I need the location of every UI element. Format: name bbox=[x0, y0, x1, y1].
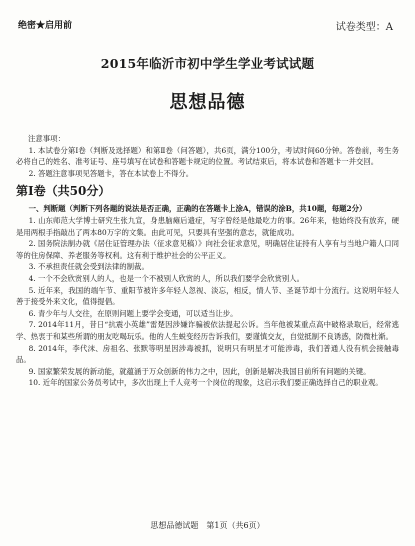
question-item: 1. 山东师范大学博士研究生张九宣，身患脑瘫后遗症，写字曾经是他最吃力的事。26年来，他始终没有放弃，硬是用两根手指敲出了两本80万字的文集。由此可见，只要具有坚强的意志，就能成功。 bbox=[16, 215, 399, 237]
section-title: 第Ⅰ卷（共50分） bbox=[16, 184, 111, 199]
question-item: 2. 国务院法制办就《居住证管理办法（征求意见稿）》向社会征求意见，明确居住证持有人享有与当地户籍人口同等的住房保障、养老服务等权利。这有利于维护社会的公平正义。 bbox=[16, 239, 399, 260]
question-item: 7. 2014年11月，昔日“抗震小英雄”雷楚因涉嫌诈骗被依法提起公诉。当年他被某重点高中破格录取后，经常逃学、热衷于和某些所谓的朋友吃喝玩乐。他的人生蜕变经历告诉我们，要谨慎交友，自觉抵制不良诱惑，防微杜渐。 bbox=[16, 320, 399, 341]
question-item: 4. 一个不会欣赏别人的人，也是一个不被别人欣赏的人，所以我们要学会欣赏别人。 bbox=[28, 273, 305, 283]
exam-title: 2015年临沂市初中学生学业考试试题 bbox=[100, 56, 315, 71]
confidential-label: 绝密★启用前 bbox=[18, 21, 73, 31]
notice-item: 2. 答题注意事项见答题卡，答在本试卷上不得分。 bbox=[28, 168, 194, 178]
page-footer: 思想品德试题 第1页（共6页） bbox=[150, 521, 265, 530]
question-item: 5. 近年来，我国的端午节、重阳节被许多年轻人忽视、淡忘，相反，情人节、圣诞节却十分流行。这说明年轻人善于接受外来文化，值得提倡。 bbox=[16, 285, 399, 307]
question-item: 9. 国家繁荣发展的新动能，就蕴涵于万众创新的伟力之中，因此，创新是解决我国目前所有问题的关键。 bbox=[28, 366, 371, 376]
notice-item: 1. 本试卷分第Ⅰ卷（判断及选择题）和第Ⅱ卷（问答题），共6页，满分100分，考试时间60分钟。答卷前，考生务必将自己的姓名、准考证号、座号填写在试卷和答题卡规定的位置。考试结束后，将本试卷和答题卡一并交回。 bbox=[16, 145, 399, 167]
question-item: 8. 2014年，李代沫、房祖名、张默等明星因涉毒被抓，说明只有明星才可能涉毒，我们普通人没有机会接触毒品。 bbox=[16, 343, 399, 365]
question-item: 3. 不承担责任就会受到法律的制裁。 bbox=[28, 262, 149, 272]
exam-content bbox=[16, 133, 399, 389]
paper-type-label: 试卷类型：A bbox=[335, 22, 393, 33]
notice-heading: 注意事项： bbox=[28, 134, 65, 143]
subject-title: 思想品德 bbox=[169, 92, 246, 113]
section-instruction: 一、判断题（判断下列各题的说法是否正确，正确的在答题卡上涂A，错误的涂B，共10题，每题2分） bbox=[28, 204, 367, 214]
question-item: 6. 青少年与人交往，在原则问题上要学会变通，可以适当让步。 bbox=[28, 308, 238, 318]
question-item: 10. 近年的国家公务员考试中，多次出现上千人竞考一个岗位的现象，这启示我们要正确选择自己的职业观。 bbox=[28, 378, 383, 388]
